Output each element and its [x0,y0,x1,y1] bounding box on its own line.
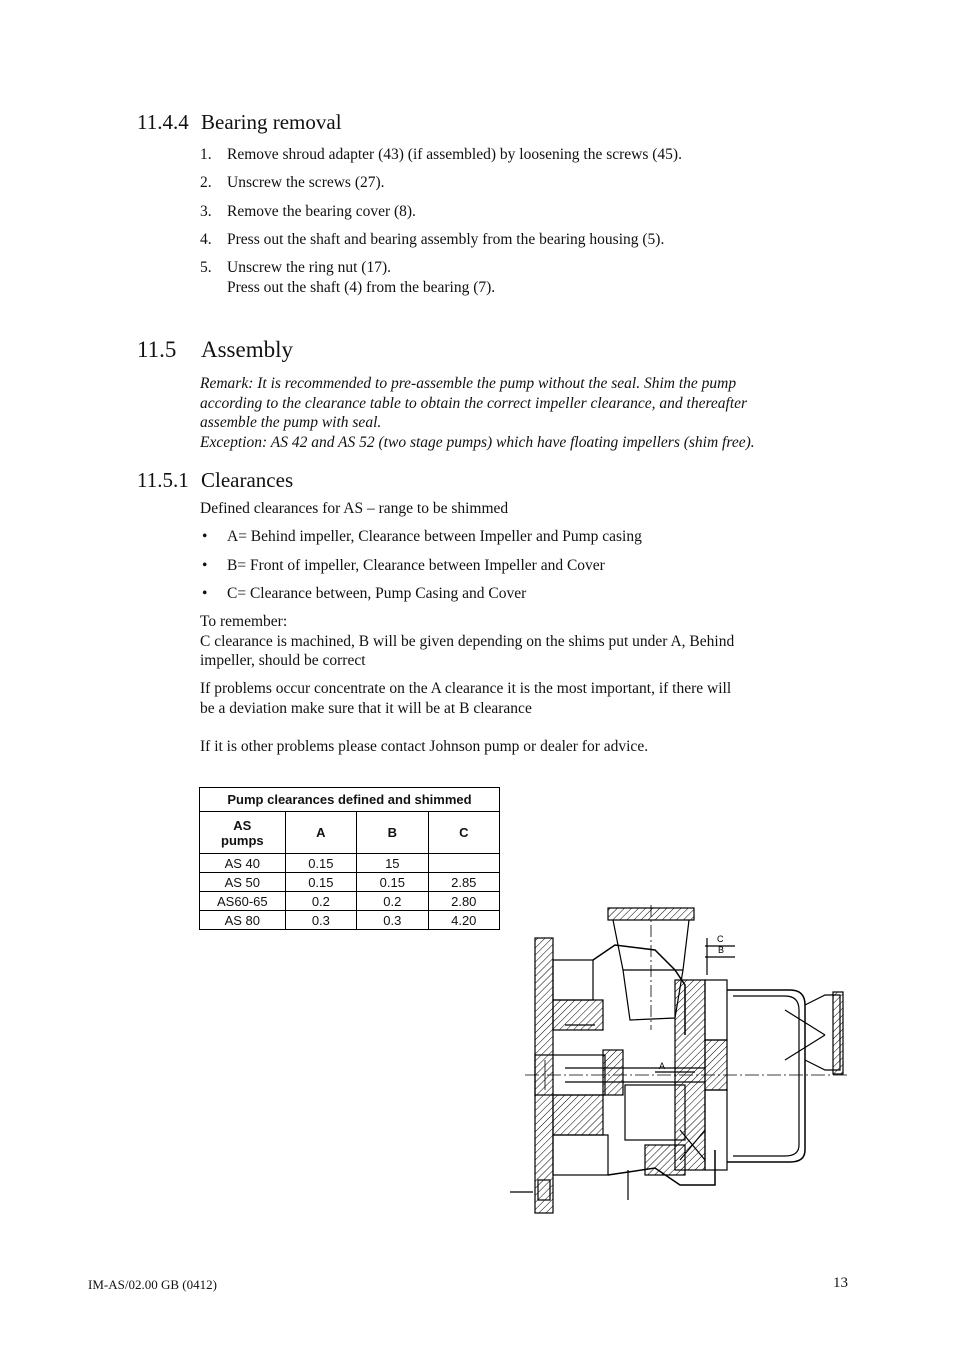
list-text: Press out the shaft and bearing assembly from the bearing housing (5). [227,231,665,248]
section-heading-clearances [137,468,293,493]
list-text: Unscrew the ring nut (17). [227,259,391,276]
table-cell: 0.15 [285,873,356,892]
text-line: If problems occur concentrate on the A clearance it is the most important, if there will [200,680,732,697]
table-row [200,854,500,873]
table-cell: 0.3 [285,911,356,930]
list-text: Remove shroud adapter (43) (if assembled) by loosening the screws (45). [227,146,682,163]
bullet-text: C= Clearance between, Pump Casing and Cover [227,585,527,602]
section-title: Clearances [201,468,294,492]
clearance-table [199,787,500,930]
header-c: C [428,812,499,854]
bullet-marker: • [202,528,208,545]
header-line: AS [233,817,252,833]
remark-line: Exception: AS 42 and AS 52 (two stage pumps) which have floating impellers (shim free). [200,433,755,451]
footer-doc-id: IM-AS/02.00 GB (0412) [88,1277,217,1292]
section-number: 11.4.4 [137,110,189,134]
remark-line: Remark: It is recommended to pre-assemble the pump without the seal. Shim the pump [200,375,737,392]
section-title: Assembly [201,337,293,362]
header-a: A [285,812,356,854]
table-cell: AS 40 [200,854,286,873]
remember-paragraph [200,612,734,671]
page-number: 13 [833,1275,848,1291]
contact-paragraph: If it is other problems please contact Johnson pump or dealer for advice. [200,738,649,755]
header-as-pumps [200,812,286,854]
list-text: Press out the shaft (4) from the bearing (7). [227,279,496,296]
intro-text: Defined clearances for AS – range to be shimmed [200,500,509,517]
section-heading-bearing-removal [137,110,342,135]
section-number: 11.5.1 [137,468,189,492]
text-line: be a deviation make sure that it will be at B clearance [200,699,532,717]
remark-line: assemble the pump with seal. [200,414,382,431]
bullet-marker: • [202,557,208,574]
label-c: C [717,934,724,944]
table-row [200,911,500,930]
list-text: Unscrew the screws (27). [227,174,385,191]
bullet-text: B= Front of impeller, Clearance between Impeller and Cover [227,557,605,574]
table-cell: 0.2 [357,892,428,911]
bullet-marker: • [202,585,208,602]
table-title: Pump clearances defined and shimmed [200,788,500,812]
table-cell: AS 80 [200,911,286,930]
text-line: To remember: [200,613,288,630]
table-cell: 0.2 [285,892,356,911]
table-header-row [200,812,500,854]
text-line: impeller, should be correct [200,652,366,669]
table-cell: 0.3 [357,911,428,930]
header-line: pumps [221,832,264,848]
pump-outline [510,905,850,1213]
list-number: 3. [200,203,212,220]
list-number: 1. [200,146,212,163]
list-number: 5. [200,259,212,276]
problems-paragraph [200,679,731,718]
table-title-row [200,788,500,812]
table-cell [428,854,499,873]
bullet-text: A= Behind impeller, Clearance between Impeller and Pump casing [227,528,642,545]
remark-paragraph [200,374,820,452]
table-cell: AS60-65 [200,892,286,911]
text-line: C clearance is machined, B will be given depending on the shims put under A, Behind [200,632,735,650]
list-number: 4. [200,231,212,248]
table-cell: 2.80 [428,892,499,911]
list-text: Remove the bearing cover (8). [227,203,416,220]
table-cell: 0.15 [285,854,356,873]
label-b: B [718,945,725,955]
table-cell: AS 50 [200,873,286,892]
remark-line: according to the clearance table to obtain the correct impeller clearance, and thereafter [200,394,748,412]
section-number: 11.5 [137,337,177,362]
table-row [200,892,500,911]
list-number: 2. [200,174,212,191]
table-cell: 15 [357,854,428,873]
table-row [200,873,500,892]
section-heading-assembly [137,337,293,363]
table-cell: 0.15 [357,873,428,892]
table-cell: 4.20 [428,911,499,930]
label-a: A [659,1061,666,1071]
pump-cross-section-drawing [505,900,855,1220]
section-title: Bearing removal [201,110,342,134]
table-cell: 2.85 [428,873,499,892]
header-b: B [357,812,428,854]
